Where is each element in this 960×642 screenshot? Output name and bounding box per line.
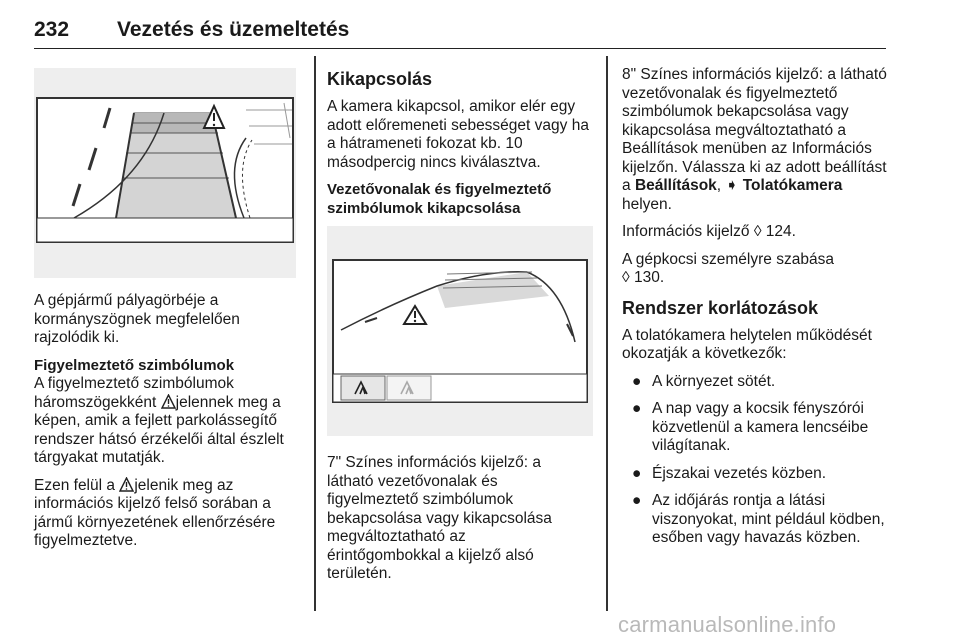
warning-triangle-icon bbox=[161, 394, 176, 409]
separator: , bbox=[716, 177, 726, 194]
figure-caption: A gépjármű pályagörbéje a kormányszögnek megfelelően rajzolódik ki. bbox=[34, 292, 240, 346]
display-illustration bbox=[327, 226, 593, 436]
figure-caption: 7" Színes információs kijelző: a látható vezetővonalak és figyelmeztető szimbólumok bekapcsolása vagy kikapcsolása megváltoztatható az érintőgombokkal a kijelző alsó területén. bbox=[327, 454, 552, 582]
cross-reference-label: A gépkocsi személyre szabása bbox=[622, 250, 834, 268]
warning-triangle-icon bbox=[119, 477, 134, 492]
bullet-icon: ● bbox=[632, 372, 642, 390]
column-2-caption bbox=[327, 454, 577, 593]
paragraph bbox=[34, 477, 299, 551]
list-item-text: A nap vagy a kocsik fényszórói közvetlenül a kamera lencséibe világítanak. bbox=[652, 400, 869, 454]
list-item bbox=[622, 465, 890, 484]
column-1 bbox=[34, 292, 299, 560]
list-item bbox=[622, 492, 890, 548]
page-header bbox=[34, 12, 886, 49]
list-item-text: Éjszakai vezetés közben. bbox=[652, 464, 827, 482]
column-divider-1 bbox=[314, 56, 316, 611]
cross-reference-label: Információs kijelző bbox=[622, 223, 750, 240]
list-item bbox=[622, 373, 890, 392]
reference-icon: ◊ bbox=[753, 223, 762, 240]
section-heading: Rendszer korlátozások bbox=[622, 297, 819, 318]
paragraph bbox=[622, 251, 890, 288]
paragraph-text: jelenik meg az információs kijelző felső sorában a jármű környezetének ellenőrzésére figyelmeztetve. bbox=[34, 476, 276, 549]
section-heading: Kikapcsolás bbox=[327, 69, 433, 89]
paragraph: A kamera kikapcsol, amikor elér egy adott előremeneti sebességet vagy ha a hátrameneti fokozat kb. 10 másodpercig nincs kiválasztva. bbox=[327, 98, 589, 171]
paragraph bbox=[622, 223, 890, 242]
reference-icon: ◊ bbox=[622, 269, 630, 286]
arrow-icon: ➧ bbox=[725, 177, 739, 194]
paragraph-text: 8" Színes információs kijelző: a látható vezetővonalak és figyelmeztető szimbólumok bekapcsolása vagy kikapcsolása megváltoztatható a Beállítások menüben az Információs kijelzőn. Válassza ki az adott beállítást a bbox=[622, 66, 887, 194]
list-item bbox=[622, 400, 890, 456]
camera-view-illustration bbox=[34, 68, 296, 278]
paragraph bbox=[622, 66, 890, 214]
paragraph-text: helyen. bbox=[622, 195, 672, 213]
page-title: Vezetés és üzemeltetés bbox=[117, 18, 350, 41]
bullet-icon: ● bbox=[632, 492, 642, 509]
watermark: carmanualsonline.info bbox=[618, 612, 837, 637]
list-item-text: A környezet sötét. bbox=[652, 372, 776, 390]
paragraph: A tolatókamera helytelen működését okozatják a következők: bbox=[622, 326, 872, 362]
cross-reference-page[interactable]: 130. bbox=[633, 269, 665, 286]
sub-heading: Vezetővonalak és figyelmeztető szimbólumok kikapcsolása bbox=[327, 181, 552, 217]
column-3 bbox=[622, 66, 890, 557]
cross-reference-page[interactable]: 124. bbox=[765, 223, 796, 240]
camera-view-figure bbox=[34, 68, 296, 278]
page-number: 232 bbox=[34, 18, 70, 41]
display-settings-figure bbox=[327, 226, 593, 436]
limitations-list bbox=[622, 373, 890, 548]
column-divider-2 bbox=[606, 56, 608, 611]
paragraph-text: A figyelmeztető szimbólumok háromszögekként bbox=[34, 375, 234, 411]
section-heading: Figyelmeztető szimbólumok bbox=[34, 356, 235, 374]
menu-path-camera: Tolatókamera bbox=[742, 177, 843, 194]
paragraph bbox=[34, 375, 299, 468]
paragraph-text: Ezen felül a bbox=[34, 476, 115, 494]
bullet-icon: ● bbox=[632, 464, 642, 482]
column-2 bbox=[327, 66, 595, 228]
menu-path-settings: Beállítások bbox=[634, 177, 717, 194]
bullet-icon: ● bbox=[632, 400, 642, 417]
paragraph-text: jelennek meg a képen, amik a fejlett parkolássegítő rendszer hátsó érzékelői által észlelt tárgyakat mutatják. bbox=[34, 393, 284, 466]
list-item-text: Az időjárás rontja a látási viszonyokat, mint például ködben, esőben vagy havazás közben. bbox=[652, 492, 885, 546]
